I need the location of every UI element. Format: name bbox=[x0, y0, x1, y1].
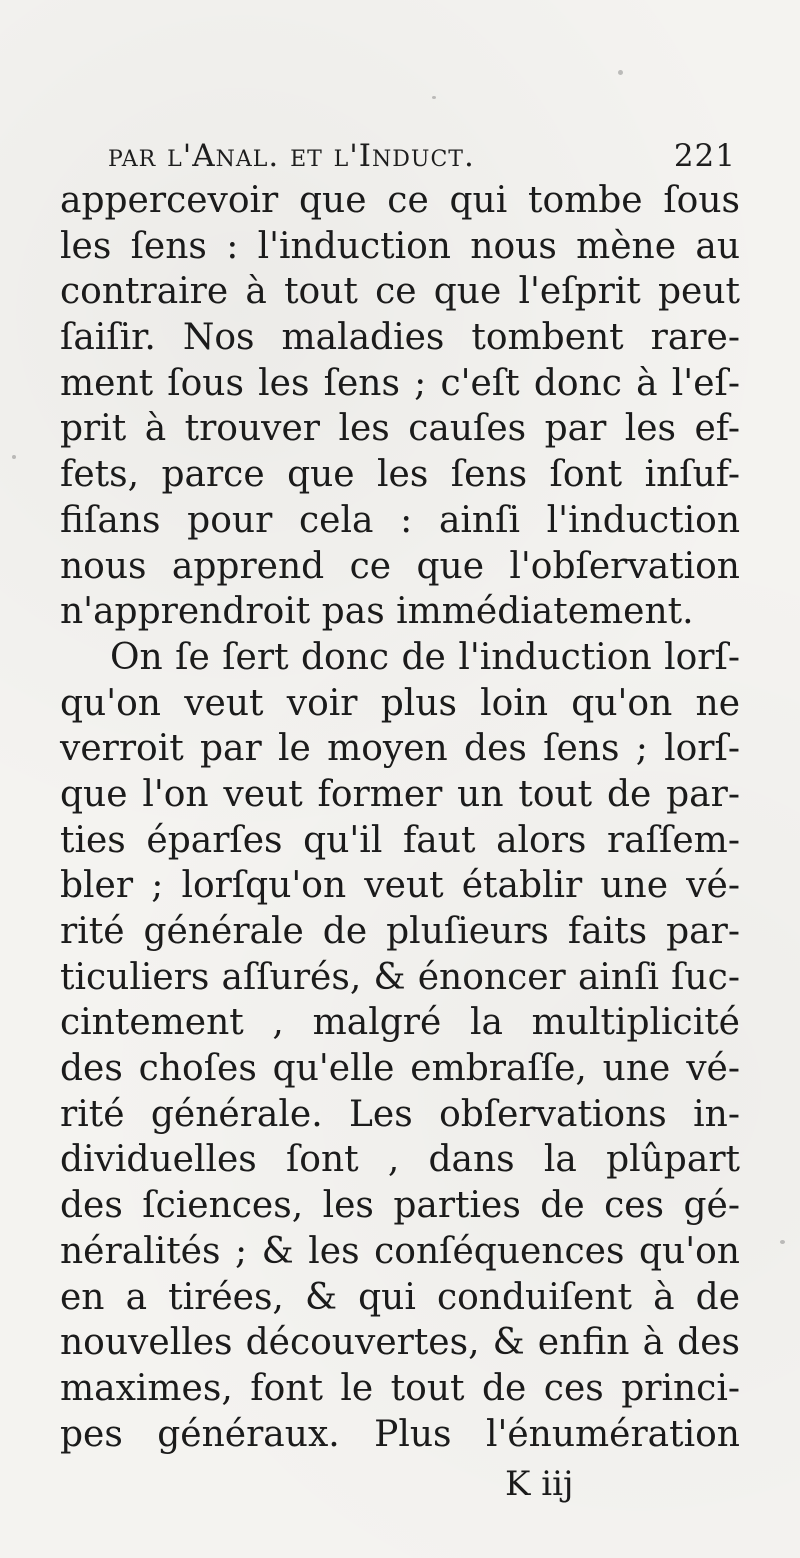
text-line: pes généraux. Plus l'énumération bbox=[60, 1413, 740, 1455]
text-line: ſaiſir. Nos maladies tombent rare- bbox=[60, 317, 740, 359]
text-line: fiſans pour cela : ainſi l'induction bbox=[60, 499, 740, 541]
text-line: ticuliers aſſurés, & énoncer ainſi ſuc- bbox=[60, 956, 740, 998]
paper-speck bbox=[12, 455, 16, 459]
signature-mark: K iij bbox=[505, 1464, 574, 1504]
text-line: appercevoir que ce qui tombe ſous bbox=[60, 180, 740, 221]
text-line: les ſens : l'induction nous mène au bbox=[60, 225, 740, 267]
paragraph bbox=[60, 635, 740, 1457]
text-line: fets, parce que les ſens ſont inſuf- bbox=[60, 454, 740, 496]
paragraph bbox=[60, 178, 740, 635]
text-line: rité générale. Les obſervations in- bbox=[60, 1093, 740, 1135]
paper-speck bbox=[432, 96, 436, 99]
text-line: rité générale de pluſieurs faits par- bbox=[60, 911, 740, 952]
paper-speck bbox=[618, 70, 623, 75]
text-line: nouvelles découvertes, & enfin à des bbox=[60, 1322, 740, 1364]
text-line: n'apprendroit pas immédiatement. bbox=[60, 591, 694, 633]
text-line: nous apprend ce que l'obſervation bbox=[60, 545, 740, 587]
text-line: des ſciences, les parties de ces gé- bbox=[60, 1185, 740, 1227]
text-line: en a tirées, & qui conduiſent à de bbox=[60, 1276, 740, 1318]
text-line: prit à trouver les cauſes par les ef- bbox=[60, 408, 740, 450]
text-line: cintement , malgré la multiplicité bbox=[60, 1002, 740, 1044]
text-line: ties éparſes qu'il faut alors raſſem- bbox=[60, 819, 740, 861]
running-head-title: par l'Anal. et l'Induct. bbox=[108, 138, 475, 174]
paper-speck bbox=[780, 1240, 785, 1244]
body-text bbox=[60, 178, 740, 1457]
text-line: dividuelles ſont , dans la plûpart bbox=[60, 1139, 740, 1181]
text-line: qu'on veut voir plus loin qu'on ne bbox=[60, 682, 740, 724]
text-line: néralités ; & les conſéquences qu'on bbox=[60, 1230, 740, 1272]
text-line: contraire à tout ce que l'eſprit peut bbox=[60, 271, 740, 313]
text-line: On ſe ſert donc de l'induction lorſ- bbox=[110, 636, 740, 678]
running-head bbox=[108, 138, 736, 174]
text-line: des choſes qu'elle embraſſe, une vé- bbox=[60, 1048, 740, 1090]
text-line: verroit par le moyen des ſens ; lorſ- bbox=[60, 728, 740, 770]
text-line: que l'on veut former un tout de par- bbox=[60, 773, 740, 815]
page-number: 221 bbox=[673, 138, 736, 174]
text-line: ment ſous les ſens ; c'eſt donc à l'eſ- bbox=[60, 362, 740, 404]
text-line: maximes, font le tout de ces princi- bbox=[60, 1367, 740, 1409]
text-line: bler ; lorſqu'on veut établir une vé- bbox=[60, 865, 740, 907]
